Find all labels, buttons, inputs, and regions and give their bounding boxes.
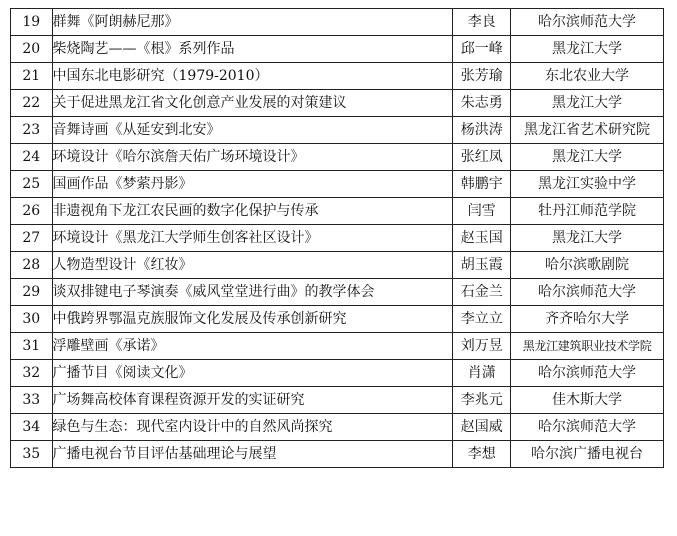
project-title-cell: 群舞《阿朗赫尼那》 (52, 9, 453, 36)
award-table (10, 8, 664, 468)
table-row (11, 90, 664, 117)
row-number-cell: 26 (11, 198, 53, 225)
row-number-cell: 32 (11, 360, 53, 387)
table-row (11, 171, 664, 198)
row-number-cell: 28 (11, 252, 53, 279)
project-title-cell: 浮雕壁画《承诺》 (52, 333, 453, 360)
project-title-cell: 关于促进黑龙江省文化创意产业发展的对策建议 (52, 90, 453, 117)
organization-cell: 佳木斯大学 (511, 387, 664, 414)
table-row (11, 144, 664, 171)
table-row (11, 414, 664, 441)
project-title-cell: 谈双排键电子琴演奏《威风堂堂进行曲》的教学体会 (52, 279, 453, 306)
organization-cell: 黑龙江大学 (511, 36, 664, 63)
author-cell: 李良 (453, 9, 511, 36)
organization-cell: 哈尔滨师范大学 (511, 414, 664, 441)
author-cell: 朱志勇 (453, 90, 511, 117)
organization-cell: 黑龙江大学 (511, 144, 664, 171)
author-cell: 张红凤 (453, 144, 511, 171)
table-row (11, 441, 664, 468)
project-title-cell: 环境设计《哈尔滨詹天佑广场环境设计》 (52, 144, 453, 171)
row-number-cell: 19 (11, 9, 53, 36)
organization-cell: 哈尔滨歌剧院 (511, 252, 664, 279)
project-title-cell: 柴烧陶艺——《根》系列作品 (52, 36, 453, 63)
organization-cell: 黑龙江实验中学 (511, 171, 664, 198)
table-row (11, 279, 664, 306)
organization-cell: 哈尔滨师范大学 (511, 9, 664, 36)
project-title-cell: 非遗视角下龙江农民画的数字化保护与传承 (52, 198, 453, 225)
table-row (11, 198, 664, 225)
organization-cell: 齐齐哈尔大学 (511, 306, 664, 333)
row-number-cell: 34 (11, 414, 53, 441)
author-cell: 李立立 (453, 306, 511, 333)
author-cell: 胡玉霞 (453, 252, 511, 279)
project-title-cell: 中俄跨界鄂温克族服饰文化发展及传承创新研究 (52, 306, 453, 333)
author-cell: 李兆元 (453, 387, 511, 414)
organization-cell: 东北农业大学 (511, 63, 664, 90)
author-cell: 闫雪 (453, 198, 511, 225)
organization-cell: 黑龙江建筑职业技术学院 (511, 333, 664, 360)
table-row (11, 36, 664, 63)
table-row (11, 117, 664, 144)
author-cell: 肖潇 (453, 360, 511, 387)
author-cell: 刘万昱 (453, 333, 511, 360)
row-number-cell: 22 (11, 90, 53, 117)
table-row (11, 63, 664, 90)
organization-cell: 哈尔滨师范大学 (511, 360, 664, 387)
project-title-cell: 人物造型设计《红妆》 (52, 252, 453, 279)
row-number-cell: 27 (11, 225, 53, 252)
author-cell: 韩鹏宇 (453, 171, 511, 198)
row-number-cell: 25 (11, 171, 53, 198)
author-cell: 李想 (453, 441, 511, 468)
author-cell: 杨洪涛 (453, 117, 511, 144)
row-number-cell: 31 (11, 333, 53, 360)
author-cell: 张芳瑜 (453, 63, 511, 90)
author-cell: 邱一峰 (453, 36, 511, 63)
table-row (11, 387, 664, 414)
project-title-cell: 国画作品《梦萦丹影》 (52, 171, 453, 198)
project-title-cell: 广场舞高校体育课程资源开发的实证研究 (52, 387, 453, 414)
table-body (11, 9, 664, 468)
row-number-cell: 33 (11, 387, 53, 414)
table-row (11, 252, 664, 279)
organization-cell: 牡丹江师范学院 (511, 198, 664, 225)
project-title-cell: 音舞诗画《从延安到北安》 (52, 117, 453, 144)
row-number-cell: 23 (11, 117, 53, 144)
row-number-cell: 35 (11, 441, 53, 468)
row-number-cell: 21 (11, 63, 53, 90)
project-title-cell: 广播节目《阅读文化》 (52, 360, 453, 387)
row-number-cell: 24 (11, 144, 53, 171)
project-title-cell: 环境设计《黑龙江大学师生创客社区设计》 (52, 225, 453, 252)
author-cell: 赵国威 (453, 414, 511, 441)
author-cell: 石金兰 (453, 279, 511, 306)
table-row (11, 9, 664, 36)
project-title-cell: 广播电视台节目评估基础理论与展望 (52, 441, 453, 468)
organization-cell: 黑龙江省艺术研究院 (511, 117, 664, 144)
row-number-cell: 20 (11, 36, 53, 63)
organization-cell: 黑龙江大学 (511, 90, 664, 117)
project-title-cell: 绿色与生态：现代室内设计中的自然风尚探究 (52, 414, 453, 441)
project-title-cell: 中国东北电影研究（1979-2010） (52, 63, 453, 90)
table-row (11, 306, 664, 333)
organization-cell: 哈尔滨师范大学 (511, 279, 664, 306)
table-row (11, 360, 664, 387)
row-number-cell: 29 (11, 279, 53, 306)
row-number-cell: 30 (11, 306, 53, 333)
organization-cell: 黑龙江大学 (511, 225, 664, 252)
organization-cell: 哈尔滨广播电视台 (511, 441, 664, 468)
author-cell: 赵玉国 (453, 225, 511, 252)
table-row (11, 333, 664, 360)
table-row (11, 225, 664, 252)
